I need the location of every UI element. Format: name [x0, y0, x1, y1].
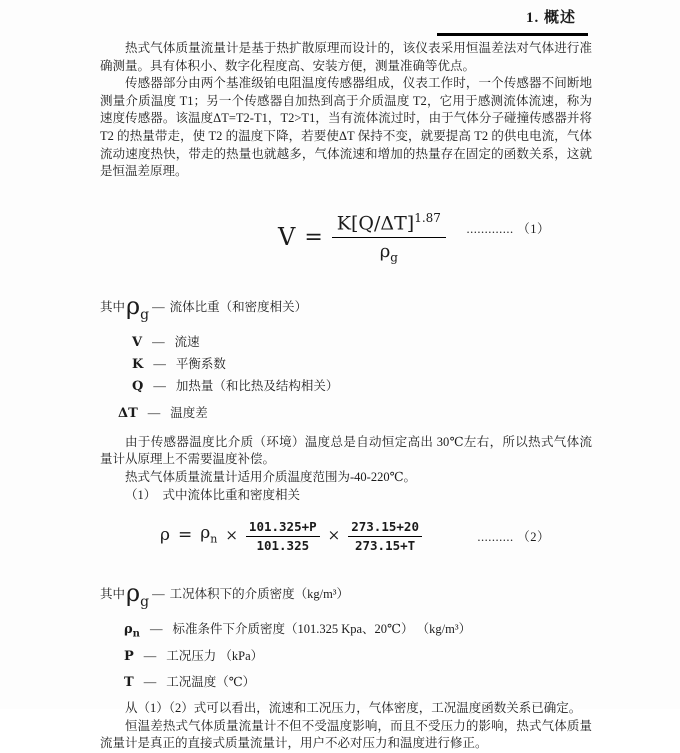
mid-paragraph-1: 由于传感器温度比介质（环境）温度总是自动恒定高出 30℃左右，所以热式气体流量计从原理上不需要温度补偿。 — [100, 434, 592, 467]
rho-subscript: n — [210, 532, 218, 546]
rho-base: ρ — [126, 579, 141, 608]
description: 温度差 — [170, 405, 208, 420]
definition-list-2 — [100, 620, 592, 697]
definition-item-k — [100, 355, 592, 374]
pressure-fraction — [246, 519, 320, 553]
symbol-base: T — [124, 675, 134, 691]
rho-g-symbol — [126, 581, 149, 609]
where-description: 流体比重（和密度相关） — [169, 299, 308, 314]
multiply-sign: × — [225, 526, 238, 545]
where-description: 工况体积下的介质密度（kg/m³） — [169, 587, 350, 602]
description: 平衡系数 — [175, 356, 226, 371]
dash: — — [143, 675, 157, 690]
equals-sign: = — [178, 525, 193, 546]
where-clause-2 — [100, 581, 592, 609]
mid-paragraph-3: （1） 式中流体比重和密度相关 — [125, 487, 301, 502]
intro-paragraph-2: 传感器部分由两个基准级铂电阻温度传感器组成，仪表工作时，一个传感器不间断地测量介质温度 T1；另一个传感器自加热到高于介质温度 T2，它用于感测流体流速，称为速度传感器。该温度ΔT=T2-T1，T2>T1，当有流体流过时，由于气体分子碰撞传感器并将 T2 的热量带走，使 T2 的温度下降，若要使ΔT 保持不变，就要提高 T2 的供电电流，气体流动速度热快，带走的热量也就越多，气体流速和增加的热量存在固定的函数关系，这就是恒温差原理。 — [100, 76, 592, 179]
formula-1 — [100, 209, 592, 273]
symbol: K — [132, 356, 144, 372]
description: 加热量（和比热及结构相关） — [175, 378, 339, 393]
formula-1-fraction — [332, 211, 446, 265]
rho-subscript: g — [140, 594, 150, 611]
description: 流速 — [174, 334, 200, 349]
denominator: 273.15+T — [354, 537, 416, 553]
numerator-exponent: 1.87 — [414, 210, 441, 225]
definition-list-1 — [100, 333, 592, 423]
where-clause-1 — [100, 291, 592, 323]
definition-item-q — [100, 377, 592, 396]
mid-paragraph-2: 热式气体质量流量计适用介质温度范围为-40-220℃。 — [125, 469, 417, 484]
dash: — — [153, 356, 166, 371]
temperature-fraction — [348, 519, 422, 553]
dash: — — [153, 378, 166, 393]
dash: — — [152, 299, 165, 314]
numerator: 273.15+20 — [348, 519, 422, 537]
denominator-base: ρ — [379, 240, 391, 262]
symbol-base: ρ — [124, 622, 133, 638]
description: 标准条件下介质密度（101.325 Kpa、20℃） （kg/m³） — [172, 622, 472, 637]
formula-2 — [100, 513, 592, 567]
definition-item-rho-n — [100, 620, 592, 644]
rho-base: ρ — [200, 522, 211, 543]
formula-1-number: （1） — [517, 221, 550, 236]
symbol — [124, 648, 134, 671]
rho-n-symbol — [200, 522, 218, 548]
intro-paragraph-1: 热式气体质量流量计是基于热扩散原理而设计的，该仪表采用恒温差法对气体进行准确测量。具有体积小、数字化程度高、安装方便，测量准确等优点。 — [100, 41, 592, 73]
symbol-base: P — [124, 648, 134, 664]
formula-2-number: （2） — [517, 530, 550, 545]
leader-dots: ............. — [466, 221, 514, 236]
formula-2-equation — [160, 519, 422, 553]
rho-g-symbol — [126, 291, 150, 323]
symbol — [124, 674, 134, 697]
symbol: V — [132, 334, 143, 350]
rho-base: ρ — [126, 291, 141, 320]
formula-1-lhs: V — [278, 223, 296, 251]
definition-item-p — [100, 647, 592, 671]
closing-paragraph-1: 从（1）（2）式可以看出，流速和工况压力，气体密度，工况温度函数关系已确定。 — [125, 700, 582, 715]
dash: — — [152, 334, 165, 349]
symbol-subscript: n — [132, 628, 140, 640]
formula-1-equation — [278, 211, 446, 265]
dash: — — [152, 587, 165, 602]
symbol — [124, 621, 140, 644]
leader-dots: .......... — [477, 530, 514, 545]
description: 工况压力 （kPa） — [166, 648, 264, 663]
symbol: Q — [132, 378, 144, 394]
section-title: 1. 概述 — [525, 10, 576, 26]
multiply-sign: × — [327, 526, 341, 545]
where-prefix: 其中 — [100, 587, 126, 602]
definition-item-v — [100, 333, 592, 352]
dash: — — [147, 405, 161, 420]
where-prefix: 其中 — [100, 299, 126, 314]
rho-base: ρ — [160, 525, 170, 546]
denominator: 101.325 — [256, 537, 310, 553]
numerator: 101.325+P — [246, 519, 320, 537]
definition-item-delta-t — [100, 404, 592, 423]
numerator-base: K[Q/ΔT] — [336, 212, 415, 235]
denominator-subscript: g — [390, 250, 398, 265]
dash: — — [149, 622, 163, 637]
definition-item-t — [100, 673, 592, 697]
symbol: ΔT — [118, 405, 138, 421]
rho-subscript: g — [140, 306, 150, 323]
closing-paragraph-2: 恒温差热式气体质量流量计不但不受温度影响，而且不受压力的影响，热式气体质量流量计是真正的直接式质量流量计，用户不必对压力和温度进行修正。 — [100, 718, 592, 751]
equals-sign: = — [304, 225, 323, 250]
formula-1-numerator — [332, 211, 446, 238]
formula-1-reference — [466, 221, 550, 239]
formula-2-lhs — [160, 527, 170, 545]
description: 工况温度（℃） — [166, 675, 256, 690]
document-body — [100, 40, 592, 753]
dash: — — [143, 648, 157, 663]
title-underline — [437, 33, 588, 36]
formula-1-denominator — [380, 238, 398, 265]
formula-2-reference — [477, 529, 550, 547]
